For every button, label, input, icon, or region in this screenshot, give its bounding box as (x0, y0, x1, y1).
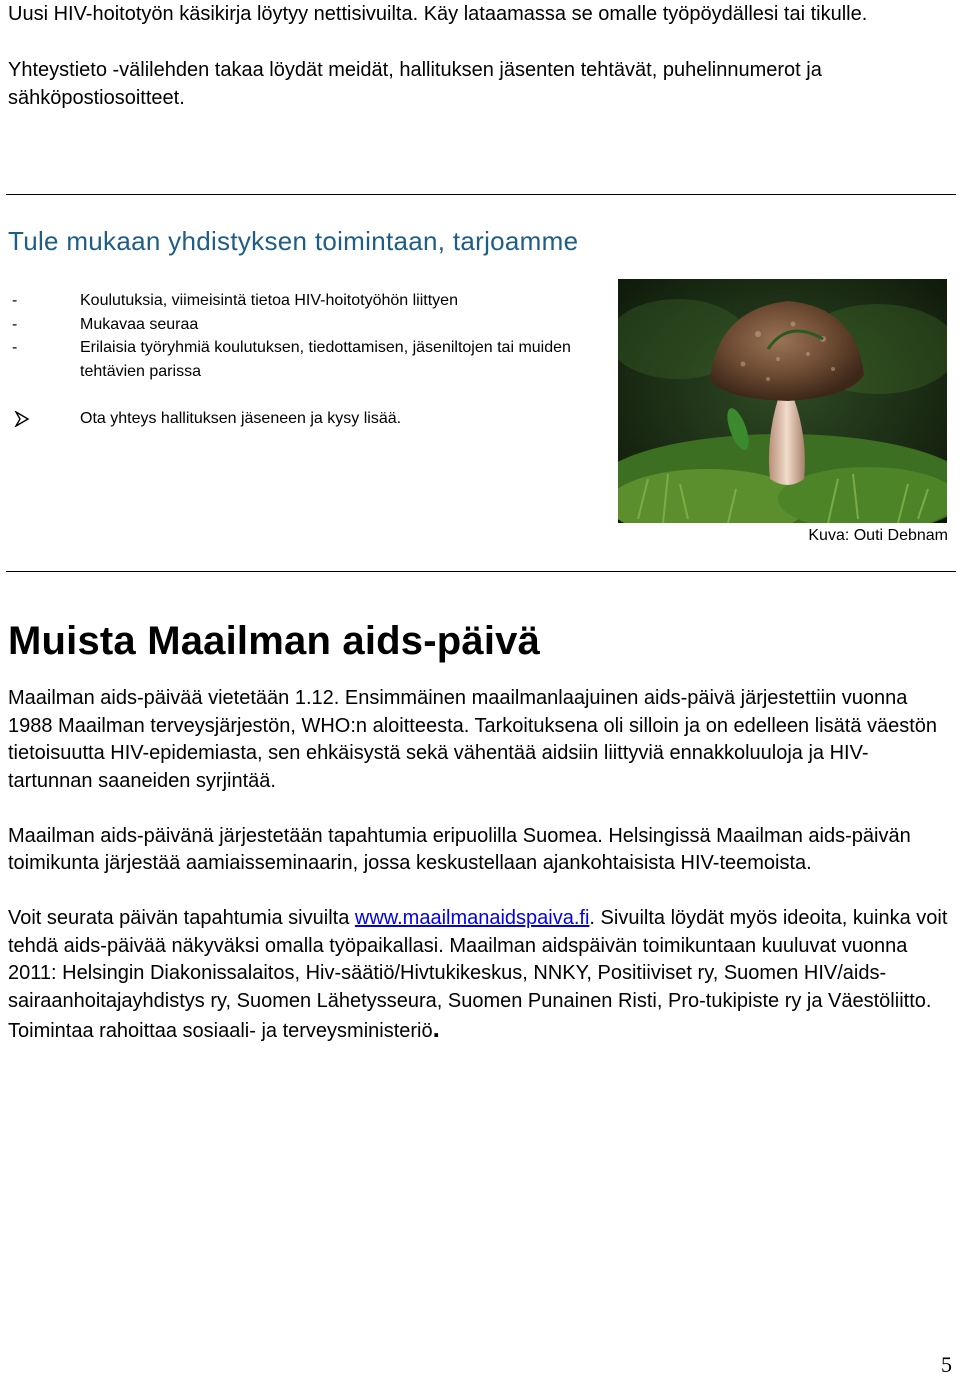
list-item-text: Koulutuksia, viimeisintä tietoa HIV-hoitotyöhön liittyen (80, 292, 458, 309)
list-item (8, 336, 598, 383)
aids-day-heading: Muista Maailman aids-päivä (8, 619, 541, 663)
list-item (8, 313, 598, 337)
section-divider-middle (6, 571, 956, 572)
intro-section (8, 0, 953, 112)
committee-text-start: Voit seurata päivän tapahtumia sivuilta (8, 907, 355, 929)
aids-day-paragraph-committee (8, 905, 948, 1046)
intro-paragraph-contact: Yhteystieto -välilehden takaa löydät meidät, hallituksen jäsenten tehtävät, puhelinnumerot ja sähköpostiosoitteet. (8, 59, 822, 109)
contact-bullet-text: Ota yhteys hallituksen jäseneen ja kysy lisää. (80, 410, 402, 427)
list-item-text: Mukavaa seuraa (80, 315, 199, 333)
committee-text-rest: . Sivuilta löydät myös ideoita, kuinka voit tehdä aids-päivää näkyväksi omalla työpaikallasi. Maailman aidspäivän toimikuntaan kuuluvat vuonna 2011: Helsingin Diakonissalaitos, Hiv-säätiö/Hivtukikeskus, NNKY, Positiiviset ry, Suomen HIV/aids-sairaanhoitajayhdistys ry, Suomen Lähetysseura, Suomen Punainen Risti, Pro-tukipiste ry ja Väestöliitto. Toimintaa rahoittaa sosiaali- ja terveysministeriö (8, 907, 948, 1042)
dash-marker: - (12, 292, 18, 309)
mushroom-photo (618, 279, 947, 523)
aids-day-website-link[interactable]: www.maailmanaidspaiva.fi (354, 907, 590, 929)
photo-caption: Kuva: Outi Debnam (808, 527, 948, 544)
list-item-text: Erilaisia työryhmiä koulutuksen, tiedottamisen, jäseniltojen tai muiden tehtävien parissa (80, 339, 571, 380)
dash-marker: - (12, 339, 18, 356)
contact-bullet (8, 407, 598, 431)
final-period: . (432, 1013, 440, 1043)
page-number: 5 (941, 1352, 952, 1377)
list-item (8, 289, 598, 313)
section-divider-top (6, 194, 956, 195)
join-heading: Tule mukaan yhdistyksen toimintaan, tarjoamme (8, 226, 579, 256)
aids-day-paragraph-history: Maailman aids-päivää vietetään 1.12. Ensimmäinen maailmanlaajuinen aids-päivä järjestettiin vuonna 1988 Maailman terveysjärjestön, WHO:n aloitteesta. Tarkoituksena oli silloin ja on edelleen lisätä väestön tietoisuutta HIV-epidemiasta, sen ehkäisystä sekä vähentää aidsiin liittyviä ennakkoluuloja ja HIV-tartunnan saaneiden syrjintää. (8, 687, 938, 792)
intro-paragraph-handbook: Uusi HIV-hoitotyön käsikirja löytyy nettisivuilta. Käy lataamassa se omalle työpöydällesi tai tikulle. (8, 3, 868, 25)
arrowhead-bullet-icon (14, 411, 30, 427)
offer-list (8, 289, 598, 431)
dash-marker: - (12, 315, 18, 333)
aids-day-body (8, 685, 948, 1073)
mushroom-photo-icon (618, 279, 947, 523)
aids-day-paragraph-events: Maailman aids-päivänä järjestetään tapahtumia eripuolilla Suomea. Helsingissä Maailman aids-päivän toimikunta järjestää aamiaisseminaarin, jossa keskustellaan ajankohtaisista HIV-teemoista. (8, 824, 911, 874)
